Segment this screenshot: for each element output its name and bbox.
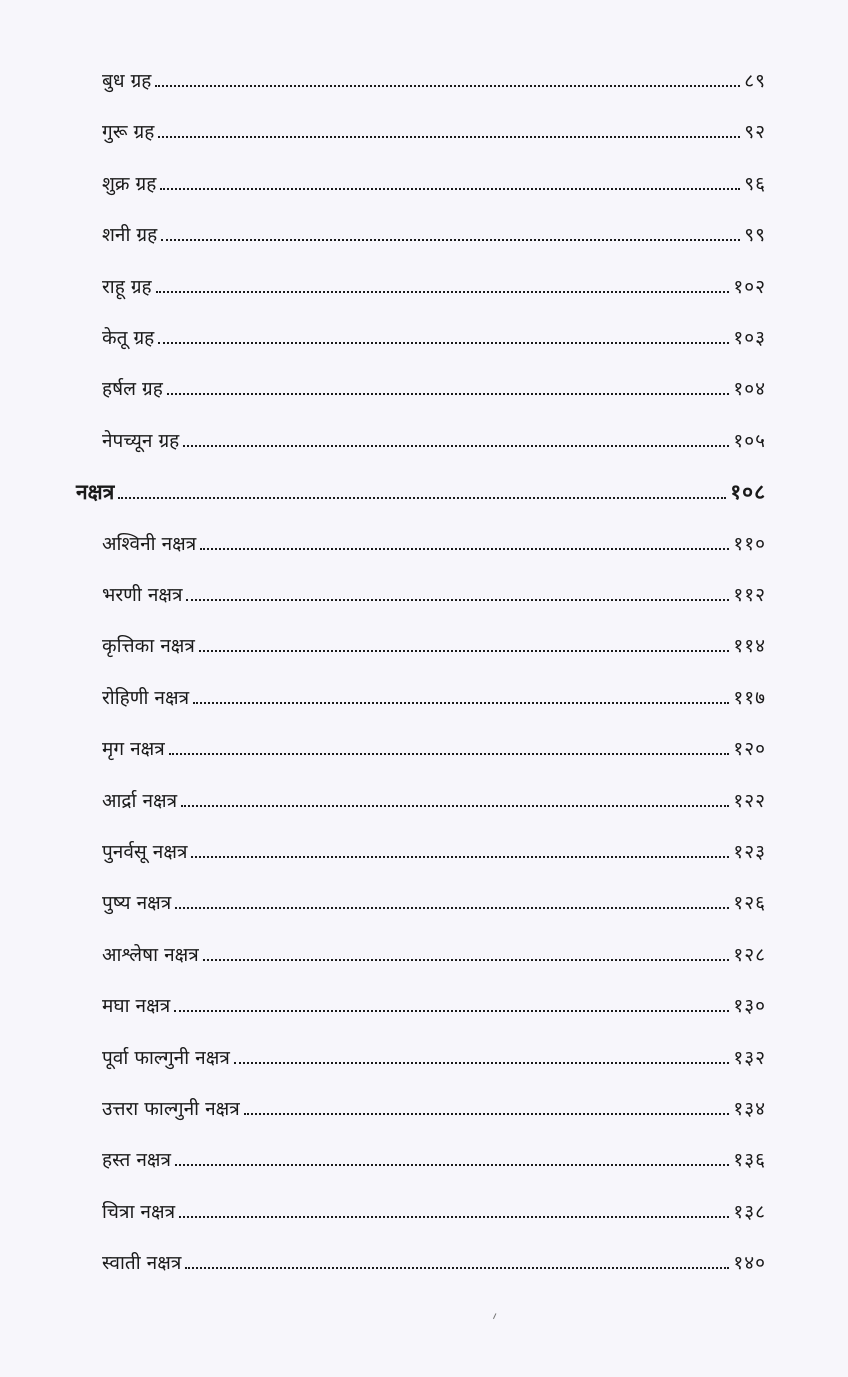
toc-entry-label: हस्त नक्षत्र [102, 1149, 172, 1171]
stray-mark [493, 1313, 500, 1321]
dot-leader [181, 805, 729, 807]
toc-entry-page-number: १२३ [733, 841, 766, 863]
dot-leader [156, 291, 730, 293]
dot-leader [167, 393, 730, 395]
dot-leader [175, 907, 729, 909]
toc-entry [102, 272, 766, 302]
toc-entry-label: नेपच्यून ग्रह [102, 430, 180, 452]
toc-entry-page-number: १३८ [733, 1201, 766, 1223]
toc-entry-label: आश्लेषा नक्षत्र [102, 944, 199, 966]
toc-entry-label: पूर्वा फाल्गुनी नक्षत्र [102, 1047, 230, 1069]
toc-entry [102, 374, 766, 404]
toc-entry-label: चित्रा नक्षत्र [102, 1201, 176, 1223]
toc-entry [102, 786, 766, 816]
toc-entry [102, 323, 766, 353]
dot-leader [174, 1010, 729, 1012]
toc-entry-label: पुष्य नक्षत्र [102, 892, 172, 914]
toc-entry-label: रोहिणी नक्षत्र [102, 687, 190, 709]
toc-entry [102, 1248, 766, 1278]
toc-entry [102, 1145, 766, 1175]
toc-entry [102, 580, 766, 610]
toc-entry [102, 683, 766, 713]
toc-entry [102, 220, 766, 250]
toc-entry-label: आर्द्रा नक्षत्र [102, 790, 178, 812]
dot-leader [234, 1062, 730, 1064]
toc-entry-page-number: १०२ [733, 276, 766, 298]
toc-entry-page-number: १०३ [733, 327, 766, 349]
toc-entry-page-number: ९२ [744, 121, 766, 143]
dot-leader [158, 342, 729, 344]
toc-entry [102, 991, 766, 1021]
dot-leader [118, 497, 726, 499]
toc-entry-label: शनी ग्रह [102, 224, 158, 246]
dot-leader [160, 188, 740, 190]
dot-leader [199, 650, 730, 652]
toc-entry [102, 529, 766, 559]
dot-leader [203, 959, 730, 961]
toc-entry-page-number: १०४ [733, 378, 766, 400]
toc-entry-page-number: ११७ [733, 687, 766, 709]
toc-entry-label: भरणी नक्षत्र [102, 584, 183, 606]
toc-entry [102, 426, 766, 456]
toc-entry [102, 888, 766, 918]
toc-entry-page-number: १४० [733, 1252, 766, 1274]
dot-leader [186, 599, 729, 601]
toc-entry-page-number: १२६ [733, 892, 766, 914]
toc-section-heading [76, 477, 766, 507]
toc-entry-page-number: १३२ [733, 1047, 766, 1069]
toc-entry-label: उत्तरा फाल्गुनी नक्षत्र [102, 1098, 240, 1120]
toc-entry-page-number: १३६ [733, 1149, 766, 1171]
dot-leader [169, 753, 730, 755]
toc-entry-page-number: ११० [733, 533, 766, 555]
toc-entry [102, 1197, 766, 1227]
dot-leader [158, 136, 740, 138]
toc-entry-label: शुक्र ग्रह [102, 173, 157, 195]
toc-entry-label: बुध ग्रह [102, 70, 152, 92]
toc-entry-page-number: ११४ [733, 635, 766, 657]
toc-entry [102, 837, 766, 867]
toc-entry-page-number: १३४ [733, 1098, 766, 1120]
toc-entry [102, 66, 766, 96]
toc-entry-label: मृग नक्षत्र [102, 738, 165, 760]
toc-entry [102, 1094, 766, 1124]
toc-entry [102, 1043, 766, 1073]
toc-entry-label: केतू ग्रह [102, 327, 155, 349]
dot-leader [155, 85, 740, 87]
toc-entry-label: स्वाती नक्षत्र [102, 1252, 182, 1274]
dot-leader [244, 1113, 730, 1115]
dot-leader [193, 702, 729, 704]
toc-entry-page-number: ८९ [744, 70, 766, 92]
toc-entry-label: नक्षत्र [76, 480, 115, 504]
dot-leader [200, 548, 729, 550]
dot-leader [179, 1216, 729, 1218]
toc-entry-label: हर्षल ग्रह [102, 378, 163, 400]
dot-leader [191, 856, 729, 858]
toc-entry [102, 631, 766, 661]
dot-leader [161, 239, 740, 241]
toc-entry-page-number: ९६ [744, 173, 766, 195]
toc-entry-page-number: १०८ [730, 480, 766, 504]
toc-entry-label: राहू ग्रह [102, 276, 152, 298]
toc-entry-label: अश्विनी नक्षत्र [102, 533, 197, 555]
toc-entry [102, 940, 766, 970]
toc-entry-page-number: १०५ [733, 430, 766, 452]
toc-entry [102, 169, 766, 199]
toc-entry-page-number: १३० [733, 995, 766, 1017]
toc-entry [102, 734, 766, 764]
toc-entry-label: गुरू ग्रह [102, 121, 155, 143]
dot-leader [183, 445, 729, 447]
toc-entry-page-number: ११२ [733, 584, 766, 606]
toc-entry-label: कृत्तिका नक्षत्र [102, 635, 195, 657]
toc-entry-label: पुनर्वसू नक्षत्र [102, 841, 188, 863]
toc-entry [102, 117, 766, 147]
dot-leader [185, 1267, 729, 1269]
toc-entry-page-number: ९९ [744, 224, 766, 246]
dot-leader [175, 1164, 729, 1166]
toc-entry-page-number: १२२ [733, 790, 766, 812]
toc-entry-label: मघा नक्षत्र [102, 995, 171, 1017]
toc-entry-page-number: १२० [733, 738, 766, 760]
toc-entry-page-number: १२८ [733, 944, 766, 966]
